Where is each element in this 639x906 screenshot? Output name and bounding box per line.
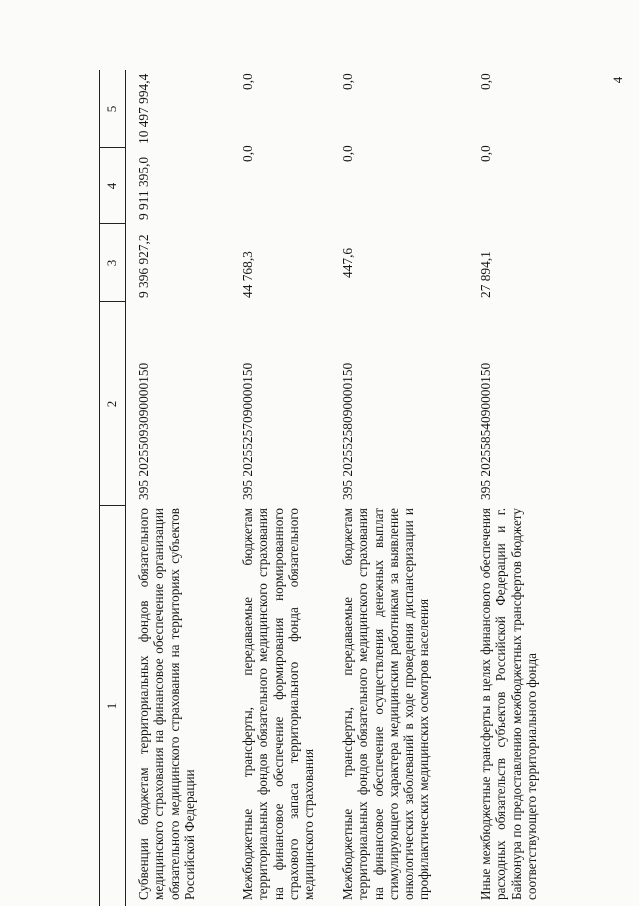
- row-1-code: 395 20255093090000150: [136, 362, 151, 500]
- header-col-4: 4: [104, 182, 119, 190]
- row-1-col4: 9 911 395,0: [136, 156, 151, 220]
- row-4-col4: 0,0: [478, 145, 493, 162]
- row-3-code: 395 20255258090000150: [340, 362, 355, 500]
- page-number: 4: [610, 76, 625, 84]
- row-4-col3: 27 894,1: [478, 251, 493, 298]
- row-1-col5: 10 497 994,4: [136, 73, 151, 144]
- row-2-col4: 0,0: [240, 145, 255, 162]
- budget-table: [99, 70, 614, 906]
- header-col-1: 1: [104, 702, 119, 710]
- row-1-description: Субвенции бюджетам территориальных фондов обязательного медицинского страхования на финансовое обеспечение организации обязательного медицинского страхования на территориях субъектов Российской Федерации: [136, 508, 197, 900]
- row-4-description: Иные межбюджетные трансферты в целях финансового обеспечения расходных обязательств субъектов Российской Федерации и г. Байконура по предоставлению межбюджетных трансфертов бюджету соответствующего территориального фонда: [478, 508, 539, 900]
- row-3-col3: 447,6: [340, 247, 355, 278]
- row-1-col3: 9 396 927,2: [136, 234, 151, 298]
- header-bottom-border: [125, 70, 126, 906]
- header-col-5: 5: [104, 105, 119, 113]
- row-2-description: Межбюджетные трансферты, передаваемые бюджетам территориальных фондов обязательного медицинского страхования на финансовое обеспечение формирования нормированного страхового запаса территориального фонда обязательного медицинского страхования: [240, 508, 317, 900]
- row-2-col5: 0,0: [240, 73, 255, 90]
- row-2-code: 395 20255257090000150: [240, 362, 255, 500]
- row-3-description: Межбюджетные трансферты, передаваемые бюджетам территориальных фондов обязательного медицинского страхования на финансовое обеспечение осуществления денежных выплат стимулирующего характера медицинским работникам за выявление онкологических заболеваний в ходе проведения диспансеризации и профилактических медицинских осмотров населения: [340, 508, 432, 900]
- header-col-3: 3: [104, 259, 119, 267]
- header-col-2: 2: [104, 400, 119, 408]
- row-3-col4: 0,0: [340, 145, 355, 162]
- row-2-col3: 44 768,3: [240, 251, 255, 298]
- row-4-code: 395 20255854090000150: [478, 362, 493, 500]
- row-4-col5: 0,0: [478, 73, 493, 90]
- row-3-col5: 0,0: [340, 73, 355, 90]
